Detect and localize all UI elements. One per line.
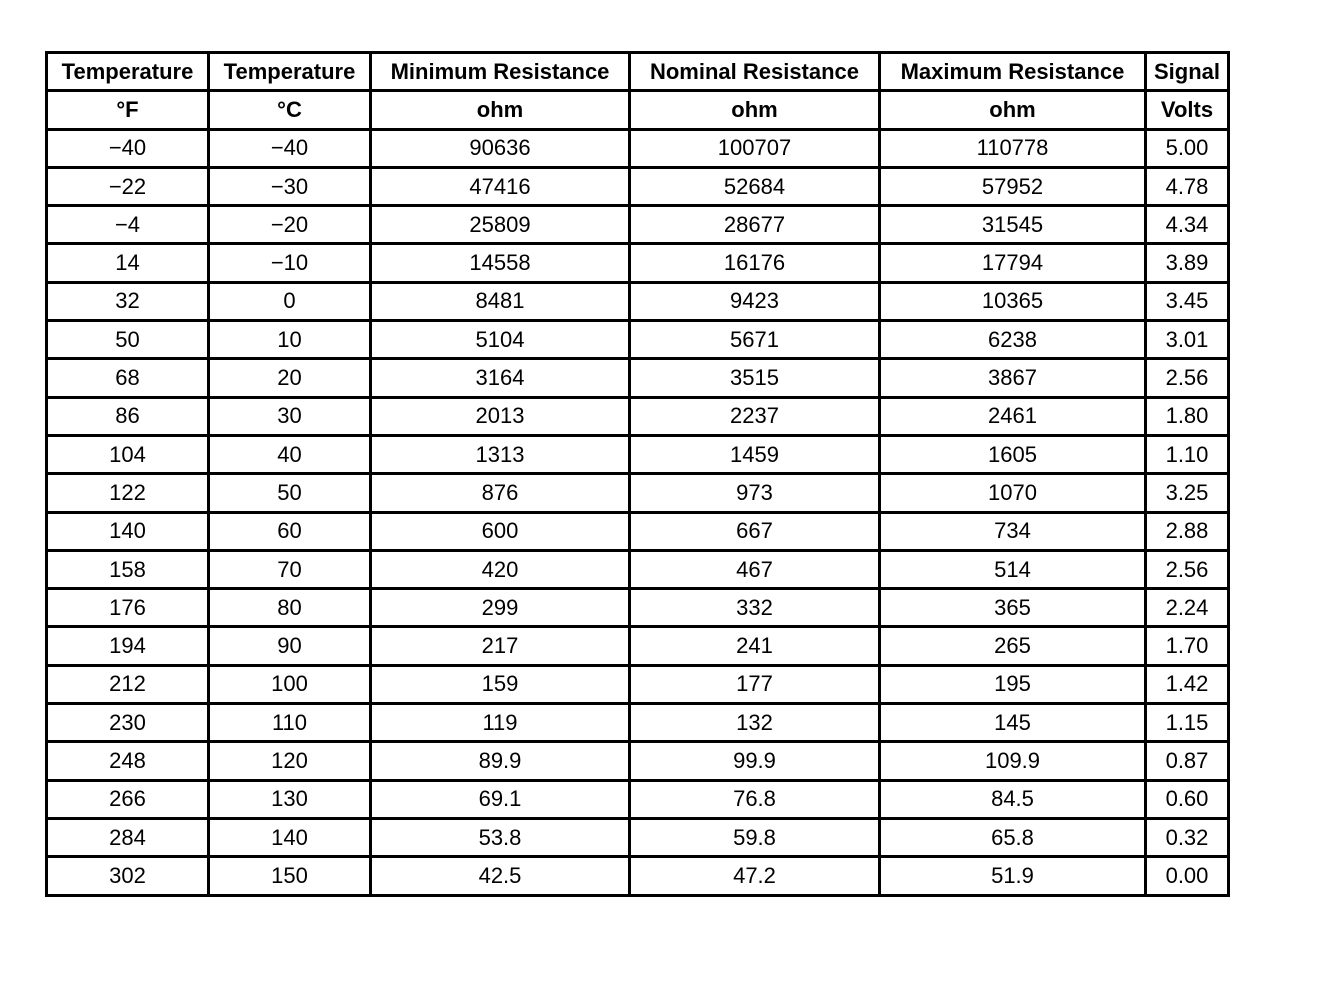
cell-max-resistance: 84.5 [880, 780, 1146, 818]
table-row [47, 359, 1229, 397]
cell-temp-c: 100 [209, 665, 371, 703]
units-row [47, 91, 1229, 129]
table-row [47, 474, 1229, 512]
cell-nominal-resistance: 100707 [630, 129, 880, 167]
cell-nominal-resistance: 9423 [630, 282, 880, 320]
cell-temp-c: 0 [209, 282, 371, 320]
unit-celsius: °C [209, 91, 371, 129]
cell-temp-c: 80 [209, 589, 371, 627]
cell-temp-f: 32 [47, 282, 209, 320]
cell-temp-f: 248 [47, 742, 209, 780]
cell-temp-c: 70 [209, 550, 371, 588]
cell-temp-c: 120 [209, 742, 371, 780]
table-row [47, 704, 1229, 742]
table-row [47, 321, 1229, 359]
cell-temp-f: 140 [47, 512, 209, 550]
cell-max-resistance: 195 [880, 665, 1146, 703]
cell-nominal-resistance: 99.9 [630, 742, 880, 780]
cell-nominal-resistance: 59.8 [630, 818, 880, 856]
table-row [47, 244, 1229, 282]
table-row [47, 665, 1229, 703]
cell-nominal-resistance: 177 [630, 665, 880, 703]
table-row [47, 282, 1229, 320]
cell-temp-c: 110 [209, 704, 371, 742]
cell-nominal-resistance: 2237 [630, 397, 880, 435]
header-temperature-c: Temperature [209, 53, 371, 91]
cell-max-resistance: 1070 [880, 474, 1146, 512]
cell-max-resistance: 265 [880, 627, 1146, 665]
cell-signal-volts: 1.10 [1146, 435, 1229, 473]
cell-temp-c: −40 [209, 129, 371, 167]
cell-temp-f: 194 [47, 627, 209, 665]
cell-temp-c: 10 [209, 321, 371, 359]
cell-temp-f: 266 [47, 780, 209, 818]
cell-temp-f: −40 [47, 129, 209, 167]
cell-temp-c: 130 [209, 780, 371, 818]
cell-signal-volts: 1.70 [1146, 627, 1229, 665]
cell-min-resistance: 876 [371, 474, 630, 512]
header-maximum-resistance: Maximum Resistance [880, 53, 1146, 91]
cell-temp-c: 140 [209, 818, 371, 856]
cell-max-resistance: 10365 [880, 282, 1146, 320]
unit-max-ohm: ohm [880, 91, 1146, 129]
cell-nominal-resistance: 467 [630, 550, 880, 588]
cell-max-resistance: 109.9 [880, 742, 1146, 780]
unit-min-ohm: ohm [371, 91, 630, 129]
cell-nominal-resistance: 3515 [630, 359, 880, 397]
cell-max-resistance: 734 [880, 512, 1146, 550]
table-row [47, 857, 1229, 895]
cell-nominal-resistance: 241 [630, 627, 880, 665]
cell-nominal-resistance: 667 [630, 512, 880, 550]
cell-min-resistance: 1313 [371, 435, 630, 473]
cell-signal-volts: 2.24 [1146, 589, 1229, 627]
cell-signal-volts: 3.01 [1146, 321, 1229, 359]
cell-min-resistance: 69.1 [371, 780, 630, 818]
cell-temp-f: 104 [47, 435, 209, 473]
cell-min-resistance: 90636 [371, 129, 630, 167]
cell-signal-volts: 2.56 [1146, 550, 1229, 588]
cell-temp-c: −30 [209, 167, 371, 205]
cell-signal-volts: 3.89 [1146, 244, 1229, 282]
cell-temp-f: 50 [47, 321, 209, 359]
cell-signal-volts: 0.60 [1146, 780, 1229, 818]
cell-max-resistance: 514 [880, 550, 1146, 588]
header-temperature-f: Temperature [47, 53, 209, 91]
cell-min-resistance: 2013 [371, 397, 630, 435]
cell-max-resistance: 6238 [880, 321, 1146, 359]
cell-signal-volts: 1.80 [1146, 397, 1229, 435]
cell-temp-c: 40 [209, 435, 371, 473]
cell-signal-volts: 0.00 [1146, 857, 1229, 895]
cell-temp-f: 212 [47, 665, 209, 703]
cell-nominal-resistance: 28677 [630, 206, 880, 244]
cell-max-resistance: 365 [880, 589, 1146, 627]
cell-max-resistance: 110778 [880, 129, 1146, 167]
table-row [47, 589, 1229, 627]
cell-min-resistance: 3164 [371, 359, 630, 397]
cell-temp-f: 302 [47, 857, 209, 895]
cell-min-resistance: 42.5 [371, 857, 630, 895]
header-nominal-resistance: Nominal Resistance [630, 53, 880, 91]
table-row [47, 818, 1229, 856]
cell-min-resistance: 5104 [371, 321, 630, 359]
table-row [47, 129, 1229, 167]
header-row [47, 53, 1229, 91]
table-row [47, 167, 1229, 205]
cell-temp-f: 158 [47, 550, 209, 588]
cell-max-resistance: 3867 [880, 359, 1146, 397]
cell-min-resistance: 47416 [371, 167, 630, 205]
cell-min-resistance: 119 [371, 704, 630, 742]
cell-signal-volts: 4.78 [1146, 167, 1229, 205]
cell-temp-f: −4 [47, 206, 209, 244]
cell-temp-f: 68 [47, 359, 209, 397]
unit-nominal-ohm: ohm [630, 91, 880, 129]
cell-temp-c: 150 [209, 857, 371, 895]
cell-temp-f: −22 [47, 167, 209, 205]
cell-min-resistance: 420 [371, 550, 630, 588]
cell-signal-volts: 3.45 [1146, 282, 1229, 320]
table-row [47, 627, 1229, 665]
cell-signal-volts: 0.87 [1146, 742, 1229, 780]
table-row [47, 742, 1229, 780]
cell-signal-volts: 3.25 [1146, 474, 1229, 512]
cell-nominal-resistance: 47.2 [630, 857, 880, 895]
cell-max-resistance: 31545 [880, 206, 1146, 244]
cell-temp-c: −20 [209, 206, 371, 244]
cell-max-resistance: 57952 [880, 167, 1146, 205]
cell-min-resistance: 25809 [371, 206, 630, 244]
cell-min-resistance: 159 [371, 665, 630, 703]
cell-max-resistance: 1605 [880, 435, 1146, 473]
cell-nominal-resistance: 132 [630, 704, 880, 742]
cell-max-resistance: 65.8 [880, 818, 1146, 856]
cell-nominal-resistance: 16176 [630, 244, 880, 282]
cell-nominal-resistance: 76.8 [630, 780, 880, 818]
cell-temp-f: 122 [47, 474, 209, 512]
cell-min-resistance: 217 [371, 627, 630, 665]
resistance-table [45, 51, 1230, 897]
cell-temp-c: 30 [209, 397, 371, 435]
table-row [47, 435, 1229, 473]
cell-signal-volts: 4.34 [1146, 206, 1229, 244]
header-signal: Signal [1146, 53, 1229, 91]
cell-nominal-resistance: 52684 [630, 167, 880, 205]
cell-signal-volts: 2.88 [1146, 512, 1229, 550]
table-body [47, 129, 1229, 895]
cell-max-resistance: 17794 [880, 244, 1146, 282]
cell-nominal-resistance: 973 [630, 474, 880, 512]
cell-temp-f: 86 [47, 397, 209, 435]
table-row [47, 550, 1229, 588]
table-row [47, 206, 1229, 244]
unit-fahrenheit: °F [47, 91, 209, 129]
cell-min-resistance: 299 [371, 589, 630, 627]
cell-temp-f: 284 [47, 818, 209, 856]
table-row [47, 512, 1229, 550]
cell-signal-volts: 2.56 [1146, 359, 1229, 397]
cell-signal-volts: 1.15 [1146, 704, 1229, 742]
table-row [47, 397, 1229, 435]
cell-temp-c: 50 [209, 474, 371, 512]
cell-min-resistance: 53.8 [371, 818, 630, 856]
cell-nominal-resistance: 332 [630, 589, 880, 627]
cell-min-resistance: 600 [371, 512, 630, 550]
cell-max-resistance: 51.9 [880, 857, 1146, 895]
cell-max-resistance: 145 [880, 704, 1146, 742]
cell-signal-volts: 1.42 [1146, 665, 1229, 703]
cell-min-resistance: 8481 [371, 282, 630, 320]
cell-nominal-resistance: 1459 [630, 435, 880, 473]
cell-temp-c: 20 [209, 359, 371, 397]
cell-min-resistance: 14558 [371, 244, 630, 282]
cell-max-resistance: 2461 [880, 397, 1146, 435]
cell-signal-volts: 5.00 [1146, 129, 1229, 167]
cell-temp-c: 90 [209, 627, 371, 665]
cell-signal-volts: 0.32 [1146, 818, 1229, 856]
cell-temp-f: 230 [47, 704, 209, 742]
cell-temp-f: 14 [47, 244, 209, 282]
header-minimum-resistance: Minimum Resistance [371, 53, 630, 91]
table-row [47, 780, 1229, 818]
cell-min-resistance: 89.9 [371, 742, 630, 780]
cell-nominal-resistance: 5671 [630, 321, 880, 359]
cell-temp-c: 60 [209, 512, 371, 550]
cell-temp-c: −10 [209, 244, 371, 282]
cell-temp-f: 176 [47, 589, 209, 627]
unit-volts: Volts [1146, 91, 1229, 129]
